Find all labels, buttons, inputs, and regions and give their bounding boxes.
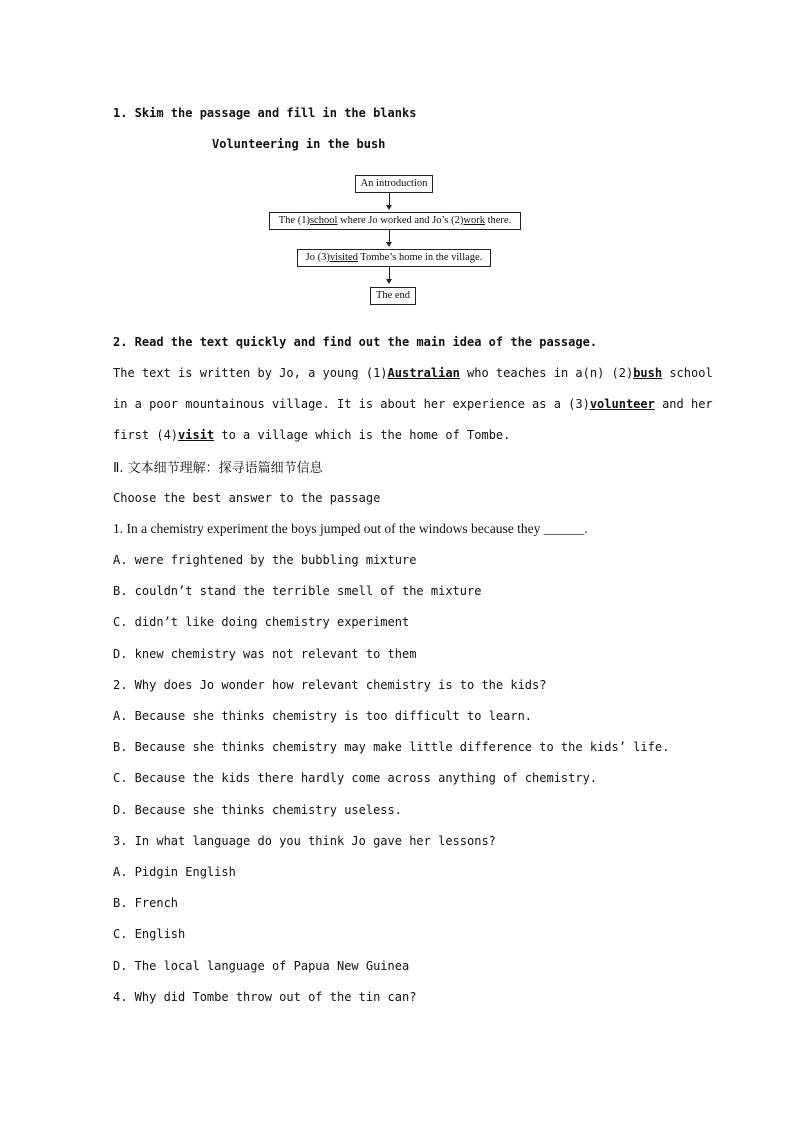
question-1-option-c: C. didn’t like doing chemistry experiment (113, 615, 410, 629)
text: school (662, 366, 713, 380)
text: in a poor mountainous village. It is about her experience as a (3) (113, 397, 590, 411)
instruction: Choose the best answer to the passage (113, 491, 381, 505)
flow-box-introduction: An introduction (355, 175, 433, 193)
question-4: 4. Why did Tombe throw out of the tin can? (113, 990, 417, 1004)
section2-heading: 2. Read the text quickly and find out the main idea of the passage. (113, 335, 598, 349)
text: The text is written by Jo, a young (1) (113, 366, 388, 380)
arrowhead-icon (386, 242, 392, 247)
blank-answer-school: school (309, 215, 338, 226)
main-idea-line-1 (113, 366, 713, 380)
question-2: 2. Why does Jo wonder how relevant chemistry is to the kids? (113, 678, 547, 692)
question-3-option-b: B. French (113, 896, 179, 910)
text: first (4) (113, 428, 179, 442)
blank-answer-work: work (463, 215, 485, 226)
flow-text: Jo (3) (305, 252, 330, 263)
arrowhead-icon (386, 279, 392, 284)
answer-bush: bush (633, 366, 663, 380)
flow-text: there. (484, 215, 512, 226)
question-2-option-a: A. Because she thinks chemistry is too difficult to learn. (113, 709, 533, 723)
main-idea-line-3 (113, 428, 510, 442)
question-2-option-d: D. Because she thinks chemistry useless. (113, 803, 402, 817)
question-3-option-c: C. English (113, 927, 186, 941)
answer-volunteer: volunteer (589, 397, 655, 411)
flow-box-school (269, 212, 521, 230)
question-3-option-d: D. The local language of Papua New Guinea (113, 959, 410, 973)
flow-text: The (1) (278, 215, 310, 226)
section1-heading: 1. Skim the passage and fill in the blanks (113, 106, 417, 120)
text: who teaches in a(n) (2) (459, 366, 634, 380)
main-idea-line-2 (113, 397, 713, 411)
arrowhead-icon (386, 205, 392, 210)
question-3: 3. In what language do you think Jo gave her lessons? (113, 834, 496, 848)
flow-box-visit (297, 249, 491, 267)
question-2-option-c: C. Because the kids there hardly come across anything of chemistry. (113, 771, 598, 785)
question-1-option-b: B. couldn’t stand the terrible smell of the mixture (113, 584, 482, 598)
question-2-option-b: B. Because she thinks chemistry may make little difference to the kids’ life. (113, 740, 670, 754)
question-1-option-a: A. were frightened by the bubbling mixture (113, 553, 417, 567)
flow-text: where Jo worked and Jo’s (2) (337, 215, 464, 226)
question-1-option-d: D. knew chemistry was not relevant to them (113, 647, 417, 661)
question-1: 1. In a chemistry experiment the boys jumped out of the windows because they ______. (113, 521, 588, 536)
section3-heading: Ⅱ. 文本细节理解：探寻语篇细节信息 (113, 461, 323, 476)
text: to a village which is the home of Tombe. (214, 428, 511, 442)
passage-title: Volunteering in the bush (212, 137, 386, 151)
flow-text: Tombe’s home in the village. (357, 252, 483, 263)
question-3-option-a: A. Pidgin English (113, 865, 236, 879)
flow-box-end: The end (370, 287, 416, 305)
answer-australian: Australian (387, 366, 460, 380)
answer-visit: visit (178, 428, 215, 442)
text: and her (654, 397, 713, 411)
blank-answer-visited: visited (329, 252, 358, 263)
